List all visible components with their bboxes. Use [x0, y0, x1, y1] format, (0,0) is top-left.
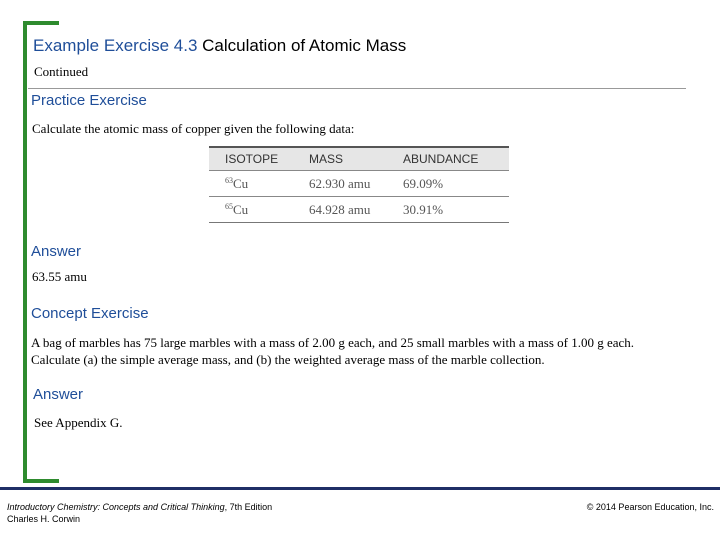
footer-edition: , 7th Edition	[224, 502, 273, 512]
isotope-cell: $^{65}$Cu	[225, 201, 249, 217]
accent-bracket-top	[23, 21, 59, 25]
concept-text-line2: Calculate (a) the simple average mass, and (b) the weighted average mass of the marble collection.	[31, 352, 545, 367]
practice-heading: Practice Exercise	[31, 92, 147, 109]
mass-cell: 62.930 amu	[309, 175, 371, 191]
isotope-cell: $^{63}$Cu	[225, 175, 249, 191]
concept-heading: Concept Exercise	[31, 305, 149, 322]
table-row	[209, 170, 509, 196]
footer-divider	[0, 487, 720, 490]
concept-answer-heading: Answer	[33, 386, 84, 403]
isotope-table-header	[209, 148, 509, 170]
concept-text-line1: A bag of marbles has 75 large marbles with a mass of 2.00 g each, and 25 small marbles with a mass of 1.00 g each.	[31, 335, 635, 350]
header-divider	[28, 88, 686, 89]
header-mass: MASS	[309, 152, 344, 166]
practice-prompt: Calculate the atomic mass of copper given the following data:	[32, 121, 355, 136]
header-abundance: ABUNDANCE	[403, 152, 479, 166]
concept-answer: See Appendix G.	[34, 415, 123, 430]
mass-cell: 64.928 amu	[309, 201, 371, 217]
accent-bracket-bottom	[23, 479, 59, 483]
footer-book-info	[7, 502, 272, 512]
title-exercise-number: Example Exercise 4.3	[33, 36, 198, 55]
footer-book-title: Introductory Chemistry: Concepts and Critical Thinking	[7, 502, 225, 512]
title-topic: Calculation of Atomic Mass	[202, 36, 407, 55]
abundance-cell: 69.09%	[403, 175, 444, 191]
abundance-cell: 30.91%	[403, 201, 444, 217]
continued-label: Continued	[34, 64, 89, 79]
header-isotope: ISOTOPE	[225, 152, 279, 166]
table-row	[209, 196, 509, 222]
isotope-table	[209, 146, 509, 223]
footer-author: Charles H. Corwin	[7, 514, 81, 524]
slide-title	[33, 36, 406, 56]
practice-answer: 63.55 amu	[32, 269, 87, 284]
footer-copyright: © 2014 Pearson Education, Inc.	[586, 502, 714, 512]
accent-bracket-vertical	[23, 21, 27, 483]
practice-answer-heading: Answer	[31, 243, 82, 260]
